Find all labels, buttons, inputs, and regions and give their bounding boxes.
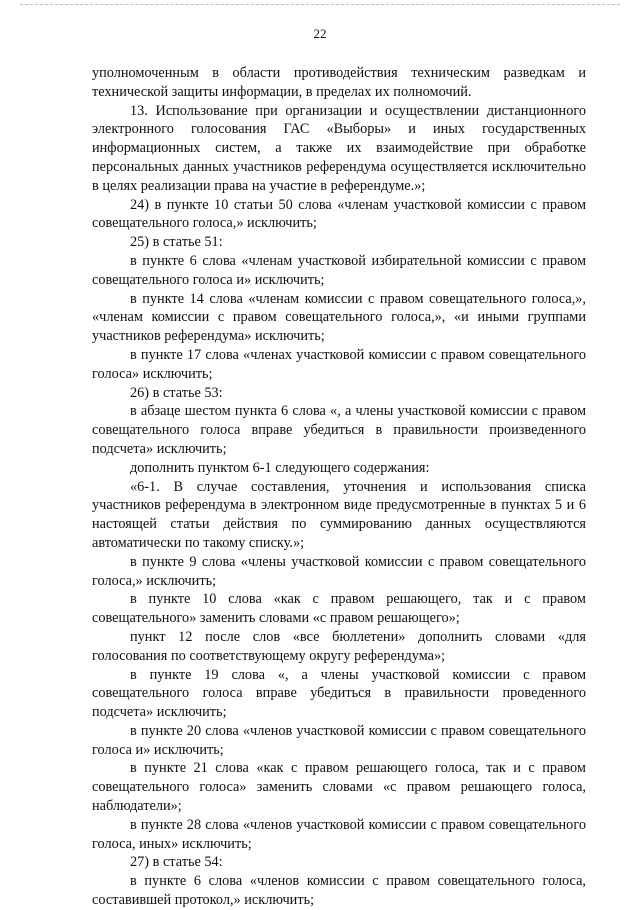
paragraph: 13. Использование при организации и осуществлении дистанционного электронного голосования ГАС «Выборы» и иных государственных информационных систем, а также их взаимодействие при обработке персональных данных участников референдума осуществляется исключительно в целях реализации права на участие в референдуме.»; (92, 102, 586, 194)
page-number: 22 (313, 26, 327, 41)
paragraph: в пункте 21 слова «как с правом решающего голоса, так и с правом совещательного голоса» заменить словами «с правом решающего голоса, наблюдатели»; (92, 760, 586, 815)
paragraph: 25) в статье 51: (130, 234, 223, 251)
paragraph: в пункте 6 слова «членам участковой избирательной комиссии с правом совещательного голоса и» исключить; (92, 252, 586, 288)
scan-edge-line (20, 4, 620, 5)
paragraph: в пункте 6 слова «членов комиссии с правом совещательного голоса, составившей протокол,» исключить; (92, 873, 586, 909)
paragraph: 27) в статье 54: (130, 854, 223, 871)
paragraph: 26) в статье 53: (130, 384, 223, 401)
paragraph: 24) в пункте 10 статьи 50 слова «членам участковой комиссии с правом совещательного голоса,» исключить; (92, 196, 586, 232)
paragraph: в пункте 28 слова «членов участковой комиссии с правом совещательного голоса, иных» исключить; (92, 816, 586, 852)
paragraph: «6-1. В случае составления, уточнения и использования списка участников референдума в электронном виде предусмотренные в пунктах 5 и 6 настоящей статьи действия по суммированию данных осуществляются автоматически по такому списку.»; (92, 478, 586, 551)
paragraph: в пункте 17 слова «членах участковой комиссии с правом совещательного голоса» исключить; (92, 346, 586, 382)
paragraph: в пункте 9 слова «члены участковой комиссии с правом совещательного голоса,» исключить; (92, 553, 586, 589)
paragraph: в пункте 19 слова «, а члены участковой комиссии с правом совещательного голоса вправе убедиться в правильности проведенного подсчета» исключить; (92, 666, 586, 721)
paragraph: в пункте 20 слова «членов участковой комиссии с правом совещательного голоса и» исключить; (92, 722, 586, 758)
paragraph: уполномоченным в области противодействия техническим разведкам и технической защиты информации, в пределах их полномочий. (92, 65, 586, 100)
paragraph: в пункте 10 слова «как с правом решающего, так и с правом совещательного» заменить словами «с правом решающего»; (92, 591, 586, 627)
document-body (92, 64, 586, 910)
paragraph: в пункте 14 слова «членам комиссии с правом совещательного голоса,», «членам комиссии с правом совещательного голоса,», «и иными группами участников референдума» исключить; (92, 290, 586, 345)
paragraph: в абзаце шестом пункта 6 слова «, а члены участковой комиссии с правом совещательного голоса вправе убедиться в правильности произведенного подсчета» исключить; (92, 403, 586, 457)
paragraph: пункт 12 после слов «все бюллетени» дополнить словами «для голосования по соответствующему округу референдума»; (92, 628, 586, 664)
paragraph: дополнить пунктом 6-1 следующего содержания: (130, 459, 430, 476)
